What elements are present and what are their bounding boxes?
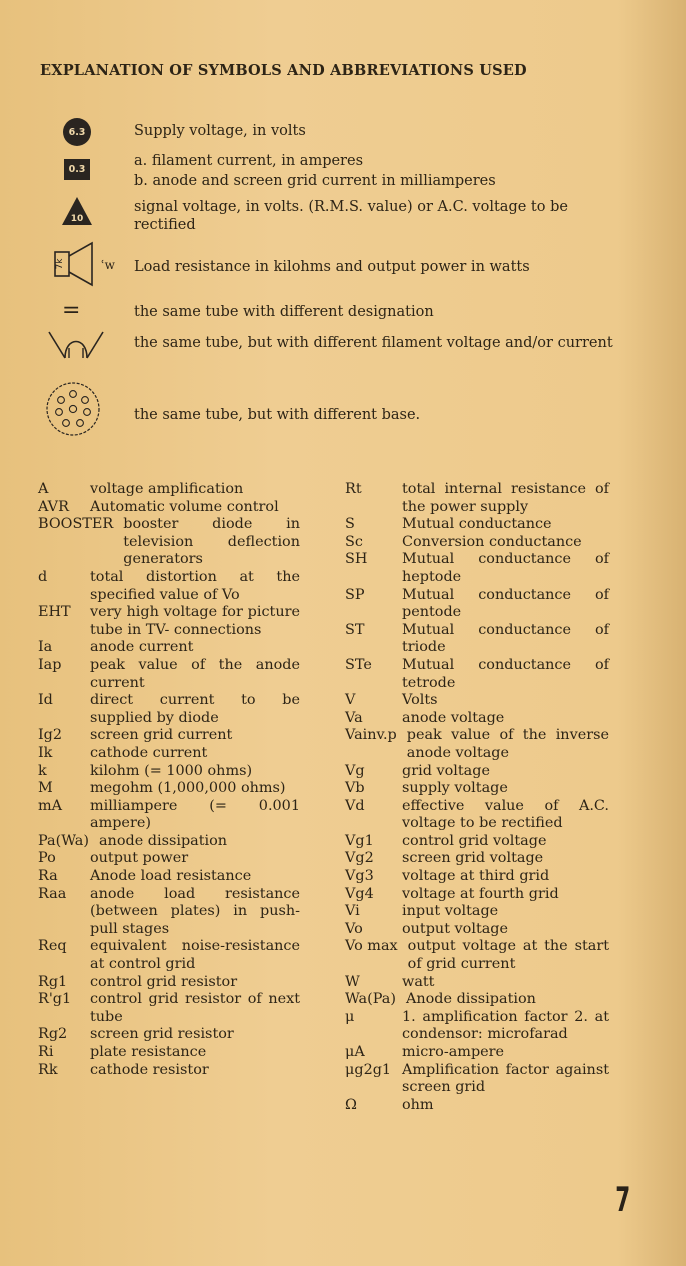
abbreviation-definition: Conversion conductance — [402, 533, 582, 550]
abbreviation-entry — [345, 1097, 609, 1115]
abbreviation-term: STe — [345, 656, 372, 673]
abbreviation-entry — [38, 763, 300, 781]
abbreviation-definition: screen grid resistor — [90, 1026, 234, 1043]
abbreviation-definition: control grid voltage — [402, 832, 547, 849]
abbreviation-definition: 1. amplification factor 2. at condensor: microfarad — [402, 1008, 609, 1043]
abbreviation-entry — [345, 798, 609, 833]
supply-voltage-text: Supply voltage, in volts — [134, 123, 306, 139]
abbreviation-definition: Volts — [402, 692, 438, 709]
abbreviation-entry — [345, 868, 609, 886]
abbreviation-term: Ig2 — [38, 727, 63, 744]
abbreviation-term: SH — [345, 551, 368, 568]
abbreviation-entry — [38, 886, 300, 939]
abbreviation-entry — [345, 921, 609, 939]
abbreviation-entry — [38, 1026, 300, 1044]
abbreviation-entry — [345, 886, 609, 904]
abbreviation-entry — [38, 868, 300, 886]
abbreviation-entry — [345, 657, 609, 692]
abbreviation-entry — [345, 534, 609, 552]
abbreviation-definition: Mutual conductance of tetrode — [402, 656, 609, 691]
abbreviation-definition: Mutual conductance of pentode — [402, 586, 609, 621]
abbreviation-definition: anode dissipation — [98, 832, 228, 849]
abbreviation-entry — [345, 763, 609, 781]
abbreviation-term: k — [38, 762, 47, 779]
abbreviation-definition: Anode load resistance — [90, 868, 252, 885]
abbreviation-term: Req — [38, 938, 67, 955]
abbreviation-definition: control grid resistor — [90, 973, 238, 990]
abbreviation-entry — [38, 991, 300, 1026]
abbreviations-right-column — [345, 481, 609, 1114]
abbreviation-term: Raa — [38, 885, 67, 902]
abbreviation-definition: ohm — [402, 1096, 434, 1113]
abbreviation-term: SP — [345, 586, 365, 603]
abbreviation-definition: anode load resistance (between plates) in push-pull stages — [90, 885, 300, 937]
abbreviation-entry — [345, 833, 609, 851]
abbreviation-entry — [38, 499, 300, 517]
abbreviation-definition: screen grid voltage — [402, 850, 544, 867]
abbreviation-entry — [38, 604, 300, 639]
current-text-b: b. anode and screen grid current in milliamperes — [134, 173, 496, 189]
abbreviation-definition: kilohm (= 1000 ohms) — [90, 762, 253, 779]
abbreviation-term: Vb — [345, 780, 365, 797]
current-icon: 0.3 — [64, 159, 90, 180]
abbreviation-term: R'g1 — [38, 991, 72, 1008]
abbreviation-definition: input voltage — [402, 903, 499, 920]
abbreviation-term: Vg4 — [345, 885, 374, 902]
abbreviation-definition: total distortion at the specified value of Vo — [90, 568, 300, 603]
abbreviation-definition: screen grid current — [90, 727, 233, 744]
abbreviation-term: Po — [38, 850, 56, 867]
abbreviation-definition: very high voltage for picture tube in TV- connections — [90, 604, 300, 638]
abbreviation-term: Vainv.p — [345, 727, 397, 744]
abbreviation-definition: Amplification factor against screen grid — [402, 1061, 609, 1096]
abbreviation-term: μg2g1 — [345, 1061, 392, 1078]
abbreviation-term: EHT — [38, 604, 71, 621]
abbreviation-term: W — [345, 973, 360, 990]
abbreviation-entry — [345, 1044, 609, 1062]
abbreviation-definition: grid voltage — [402, 762, 490, 779]
abbreviation-definition: plate resistance — [90, 1044, 207, 1060]
abbreviation-term: Vi — [345, 903, 360, 920]
abbreviation-entry — [38, 727, 300, 745]
abbreviation-term: Ia — [38, 639, 53, 656]
same-tube-text: the same tube with different designation — [134, 304, 434, 320]
abbreviation-term: Pa(Wa) — [38, 832, 89, 849]
abbreviation-entry — [38, 657, 300, 692]
abbreviation-entry — [345, 1062, 609, 1097]
abbreviation-term: Vg2 — [345, 850, 374, 867]
abbreviation-definition: cathode resistor — [90, 1061, 209, 1078]
signal-voltage-value: 10 — [70, 214, 84, 224]
abbreviation-definition: voltage at third grid — [402, 868, 550, 885]
abbreviation-definition: cathode current — [90, 744, 208, 761]
abbreviation-entry — [345, 516, 609, 534]
load-resistance-text: Load resistance in kilohms and output power in watts — [134, 259, 530, 275]
abbreviation-entry — [345, 974, 609, 992]
abbreviation-entry — [345, 903, 609, 921]
abbreviation-term: Sc — [345, 533, 363, 550]
abbreviation-term: V — [345, 692, 356, 709]
abbreviation-term: Ri — [38, 1044, 54, 1060]
abbreviation-definition: voltage at fourth grid — [402, 885, 559, 902]
abbreviation-term: M — [38, 780, 53, 797]
abbreviation-entry — [38, 481, 300, 499]
abbreviation-definition: anode voltage — [402, 709, 505, 726]
abbreviation-term: Vo — [345, 920, 363, 937]
loudspeaker-icon — [52, 240, 100, 288]
abbreviation-term: ST — [345, 621, 365, 638]
abbreviation-entry — [38, 1062, 300, 1080]
abbreviation-definition: micro-ampere — [402, 1044, 505, 1060]
abbreviation-term: Vd — [345, 797, 365, 814]
abbreviation-definition: Mutual conductance — [402, 516, 552, 533]
abbreviation-definition: output voltage — [402, 920, 509, 937]
abbreviation-entry — [345, 938, 609, 973]
abbreviation-entry — [38, 780, 300, 798]
abbreviation-term: AVR — [38, 498, 69, 515]
abbreviation-entry — [345, 622, 609, 657]
load-resistance-value: 7k — [55, 258, 65, 270]
abbreviation-definition: equivalent noise-resistance at control grid — [90, 938, 300, 973]
abbreviation-definition: output power — [90, 850, 189, 867]
abbreviation-term: Vg — [345, 762, 365, 779]
supply-voltage-icon: 6.3 — [63, 118, 91, 146]
abbreviation-definition: voltage amplification — [90, 481, 244, 497]
abbreviation-term: Rk — [38, 1061, 58, 1078]
abbreviation-term: Vo max — [345, 938, 398, 955]
abbreviation-definition: Mutual conductance of heptode — [402, 551, 609, 585]
abbreviation-entry — [38, 1044, 300, 1062]
abbreviation-entry — [38, 516, 300, 569]
abbreviation-definition: watt — [402, 973, 435, 990]
abbreviation-definition: anode current — [90, 639, 194, 656]
abbreviation-term: Rg2 — [38, 1026, 68, 1043]
abbreviation-term: Ω — [345, 1096, 357, 1113]
abbreviation-entry — [345, 727, 609, 762]
abbreviation-definition: Anode dissipation — [405, 991, 536, 1008]
abbreviation-entry — [38, 850, 300, 868]
load-watt-suffix: ʿw — [101, 258, 115, 272]
abbreviation-entry — [345, 587, 609, 622]
abbreviation-entry — [38, 639, 300, 657]
base-text: the same tube, but with different base. — [134, 407, 421, 423]
abbreviation-entry — [345, 710, 609, 728]
abbreviation-term: Rg1 — [38, 973, 68, 990]
abbreviation-term: Rt — [345, 481, 362, 497]
abbreviation-definition: booster diode in television deflection generators — [123, 516, 300, 568]
page-number: 7 — [615, 1180, 631, 1220]
abbreviation-term: d — [38, 568, 48, 585]
abbreviation-entry — [345, 991, 609, 1009]
abbreviation-entry — [345, 1009, 609, 1044]
abbreviation-term: Vg3 — [345, 868, 374, 885]
abbreviation-definition: milliampere (= 0.001 ampere) — [90, 797, 300, 832]
abbreviation-definition: peak value of the inverse anode voltage — [406, 727, 609, 761]
abbreviation-entry — [38, 938, 300, 973]
abbreviation-term: Wa(Pa) — [345, 991, 396, 1008]
abbreviation-entry — [345, 481, 609, 516]
abbreviation-definition: peak value of the anode current — [90, 656, 300, 691]
abbreviation-definition: Automatic volume control — [90, 498, 279, 515]
filament-text: the same tube, but with different filament voltage and/or current — [134, 335, 613, 351]
abbreviation-term: A — [38, 481, 49, 497]
abbreviation-term: mA — [38, 797, 63, 814]
abbreviation-entry — [345, 692, 609, 710]
abbreviation-definition: Mutual conductance of triode — [402, 621, 609, 656]
abbreviation-definition: total internal resistance of the power supply — [402, 481, 609, 515]
abbreviation-entry — [345, 551, 609, 586]
abbreviation-term: μA — [345, 1044, 365, 1060]
abbreviation-entry — [345, 780, 609, 798]
abbreviation-entry — [38, 692, 300, 727]
abbreviation-term: Va — [345, 709, 363, 726]
abbreviation-term: Ik — [38, 744, 53, 761]
abbreviation-entry — [38, 974, 300, 992]
abbreviation-term: μ — [345, 1008, 355, 1025]
abbreviation-term: BOOSTER — [38, 516, 114, 533]
tube-base-icon — [45, 381, 101, 437]
equals-icon: = — [62, 298, 81, 323]
current-text-a: a. filament current, in amperes — [134, 153, 364, 169]
abbreviation-definition: supply voltage — [402, 780, 508, 797]
signal-voltage-text: signal voltage, in volts. (R.M.S. value) or A.C. voltage to be rectified — [134, 199, 568, 233]
abbreviation-term: Ra — [38, 868, 58, 885]
abbreviation-term: S — [345, 516, 355, 533]
abbreviation-definition: effective value of A.C. voltage to be rectified — [402, 797, 609, 832]
abbreviation-entry — [38, 569, 300, 604]
abbreviation-definition: output voltage at the start of grid current — [407, 938, 609, 973]
page-heading: EXPLANATION OF SYMBOLS AND ABBREVIATIONS USED — [40, 62, 527, 79]
abbreviation-entry — [345, 850, 609, 868]
abbreviation-term: Iap — [38, 656, 62, 673]
abbreviation-entry — [38, 745, 300, 763]
signal-voltage-triangle-icon — [61, 196, 93, 226]
abbreviation-term: Id — [38, 692, 53, 709]
abbreviation-term: Vg1 — [345, 832, 374, 849]
filament-tube-icon — [45, 328, 107, 368]
abbreviations-left-column — [38, 481, 300, 1079]
abbreviation-entry — [38, 798, 300, 833]
abbreviation-definition: megohm (1,000,000 ohms) — [90, 780, 286, 797]
abbreviation-definition: direct current to be supplied by diode — [90, 692, 300, 726]
abbreviation-entry — [38, 833, 300, 851]
abbreviation-definition: control grid resistor of next tube — [90, 991, 300, 1025]
